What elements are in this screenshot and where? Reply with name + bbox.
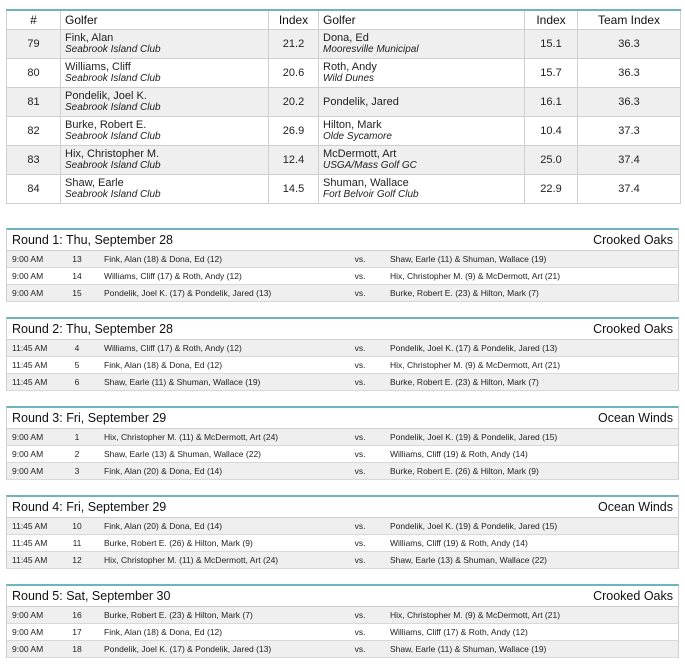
golfer-2-cell	[319, 30, 525, 59]
match-number: 12	[72, 555, 82, 565]
team-b: Burke, Robert E. (26) & Hilton, Mark (9)	[390, 466, 539, 476]
golfer-2-index: 15.7	[525, 59, 578, 88]
match-row	[6, 285, 679, 302]
team-b: Shaw, Earle (11) & Shuman, Wallace (19)	[390, 644, 547, 654]
match-number: 14	[72, 271, 82, 281]
header-team-index: Team Index	[578, 10, 681, 30]
team-index: 37.4	[578, 175, 681, 204]
round-title: Round 3: Fri, September 29	[12, 411, 167, 425]
golfer-2-cell	[319, 88, 525, 117]
match-row	[6, 340, 679, 357]
team-index: 36.3	[578, 59, 681, 88]
team-a: Pondelik, Joel K. (17) & Pondelik, Jared (13)	[104, 288, 272, 298]
team-number: 84	[7, 175, 61, 204]
versus-label: vs.	[354, 343, 366, 353]
tee-time: 9:00 AM	[12, 271, 44, 281]
round-course: Crooked Oaks	[593, 589, 673, 603]
tee-time: 9:00 AM	[12, 610, 44, 620]
team-b: Williams, Cliff (19) & Roth, Andy (14)	[390, 449, 528, 459]
tee-time: 11:45 AM	[12, 521, 48, 531]
round-title: Round 1: Thu, September 28	[12, 233, 173, 247]
team-row	[7, 88, 681, 117]
versus-label: vs.	[354, 466, 366, 476]
match-number: 2	[74, 449, 80, 459]
tee-time: 11:45 AM	[12, 360, 48, 370]
match-row	[6, 518, 679, 535]
team-a: Fink, Alan (20) & Dona, Ed (14)	[104, 521, 223, 531]
match-number: 15	[72, 288, 82, 298]
golfer-2-club: Wild Dunes	[323, 73, 375, 84]
team-b: Shaw, Earle (13) & Shuman, Wallace (22)	[390, 555, 548, 565]
team-a: Fink, Alan (18) & Dona, Ed (12)	[104, 360, 223, 370]
match-number: 6	[74, 377, 80, 387]
golfer-1-name: Hix, Christopher M.	[65, 148, 160, 160]
team-number: 82	[7, 117, 61, 146]
team-number: 81	[7, 88, 61, 117]
golfer-1-index: 20.6	[269, 59, 319, 88]
golfer-2-name: Hilton, Mark	[323, 119, 382, 131]
match-row	[6, 268, 679, 285]
golfer-1-club: Seabrook Island Club	[65, 131, 161, 142]
golfer-2-club: USGA/Mass Golf GC	[323, 160, 417, 171]
tee-time: 11:45 AM	[12, 555, 48, 565]
round-title: Round 5: Sat, September 30	[12, 589, 171, 603]
match-row	[6, 446, 679, 463]
golfer-2-index: 22.9	[525, 175, 578, 204]
golfer-1-club: Seabrook Island Club	[65, 102, 161, 113]
team-b: Shaw, Earle (11) & Shuman, Wallace (19)	[390, 254, 547, 264]
team-b: Burke, Robert E. (23) & Hilton, Mark (7)	[390, 377, 539, 387]
team-number: 83	[7, 146, 61, 175]
match-row	[6, 251, 679, 268]
team-a: Burke, Robert E. (26) & Hilton, Mark (9)	[104, 538, 253, 548]
versus-label: vs.	[354, 644, 366, 654]
round-section	[6, 495, 679, 569]
golfer-1-name: Shaw, Earle	[65, 177, 124, 189]
match-row	[6, 535, 679, 552]
match-number: 10	[72, 521, 82, 531]
golfer-2-name: McDermott, Art	[323, 148, 397, 160]
golfer-2-index: 16.1	[525, 88, 578, 117]
golfer-1-club: Seabrook Island Club	[65, 73, 161, 84]
versus-label: vs.	[354, 288, 366, 298]
golfer-2-index: 25.0	[525, 146, 578, 175]
header-number: #	[7, 10, 61, 30]
versus-label: vs.	[354, 627, 366, 637]
header-golfer-2: Golfer	[319, 10, 525, 30]
team-b: Williams, Cliff (19) & Roth, Andy (14)	[390, 538, 528, 548]
team-a: Shaw, Earle (11) & Shuman, Wallace (19)	[104, 377, 261, 387]
golfer-1-index: 12.4	[269, 146, 319, 175]
team-a: Hix, Christopher M. (11) & McDermott, Art (24)	[104, 432, 279, 442]
golfer-2-club: Olde Sycamore	[323, 131, 392, 142]
round-section	[6, 406, 679, 480]
versus-label: vs.	[354, 254, 366, 264]
team-a: Williams, Cliff (17) & Roth, Andy (12)	[104, 271, 242, 281]
team-b: Pondelik, Joel K. (19) & Pondelik, Jared (15)	[390, 432, 558, 442]
golfer-1-name: Fink, Alan	[65, 32, 114, 44]
match-row	[6, 357, 679, 374]
versus-label: vs.	[354, 432, 366, 442]
versus-label: vs.	[354, 360, 366, 370]
match-row	[6, 641, 679, 658]
team-row	[7, 146, 681, 175]
round-header	[6, 495, 679, 518]
golfer-1-cell	[61, 117, 269, 146]
match-number: 16	[72, 610, 82, 620]
golfer-2-name: Dona, Ed	[323, 32, 369, 44]
round-title: Round 4: Fri, September 29	[12, 500, 167, 514]
golfer-1-name: Burke, Robert E.	[65, 119, 147, 131]
golfer-2-cell	[319, 59, 525, 88]
match-number: 18	[72, 644, 82, 654]
team-b: Pondelik, Joel K. (19) & Pondelik, Jared (15)	[390, 521, 558, 531]
team-a: Hix, Christopher M. (11) & McDermott, Art (24)	[104, 555, 279, 565]
team-number: 79	[7, 30, 61, 59]
team-b: Hix, Christopher M. (9) & McDermott, Art (21)	[390, 271, 561, 281]
match-row	[6, 374, 679, 391]
tee-time: 9:00 AM	[12, 627, 44, 637]
golfer-2-cell	[319, 175, 525, 204]
versus-label: vs.	[354, 538, 366, 548]
golfer-1-name: Williams, Cliff	[65, 61, 131, 73]
team-a: Pondelik, Joel K. (17) & Pondelik, Jared (13)	[104, 644, 272, 654]
team-b: Williams, Cliff (17) & Roth, Andy (12)	[390, 627, 528, 637]
match-number: 11	[72, 538, 82, 548]
golfer-2-cell	[319, 146, 525, 175]
round-header	[6, 228, 679, 251]
round-course: Crooked Oaks	[593, 233, 673, 247]
versus-label: vs.	[354, 521, 366, 531]
versus-label: vs.	[354, 377, 366, 387]
match-row	[6, 624, 679, 641]
versus-label: vs.	[354, 555, 366, 565]
team-b: Hix, Christopher M. (9) & McDermott, Art (21)	[390, 610, 561, 620]
round-header	[6, 584, 679, 607]
round-header	[6, 317, 679, 340]
tee-time: 9:00 AM	[12, 466, 44, 476]
golfer-2-club: Mooresville Municipal	[323, 44, 419, 55]
round-section	[6, 584, 679, 658]
golfer-1-cell	[61, 88, 269, 117]
match-number: 3	[74, 466, 80, 476]
match-row	[6, 429, 679, 446]
round-section	[6, 317, 679, 391]
golfer-1-cell	[61, 175, 269, 204]
versus-label: vs.	[354, 271, 366, 281]
team-a: Fink, Alan (20) & Dona, Ed (14)	[104, 466, 223, 476]
tee-time: 9:00 AM	[12, 449, 44, 459]
golfer-1-club: Seabrook Island Club	[65, 160, 161, 171]
golfer-1-club: Seabrook Island Club	[65, 189, 161, 200]
team-b: Hix, Christopher M. (9) & McDermott, Art (21)	[390, 360, 561, 370]
header-index-2: Index	[525, 10, 578, 30]
team-index: 36.3	[578, 88, 681, 117]
golfer-1-index: 26.9	[269, 117, 319, 146]
team-index: 36.3	[578, 30, 681, 59]
golfer-1-index: 14.5	[269, 175, 319, 204]
round-title: Round 2: Thu, September 28	[12, 322, 173, 336]
round-course: Ocean Winds	[597, 500, 673, 514]
golfer-2-name: Shuman, Wallace	[323, 177, 409, 189]
golfer-1-cell	[61, 30, 269, 59]
versus-label: vs.	[354, 449, 366, 459]
team-a: Williams, Cliff (17) & Roth, Andy (12)	[104, 343, 242, 353]
team-row	[7, 59, 681, 88]
team-a: Fink, Alan (18) & Dona, Ed (12)	[104, 254, 223, 264]
golfer-2-index: 15.1	[525, 30, 578, 59]
round-course: Ocean Winds	[597, 411, 673, 425]
tee-time: 11:45 AM	[12, 343, 48, 353]
golfer-2-name: Roth, Andy	[323, 61, 377, 73]
header-golfer-1: Golfer	[61, 10, 269, 30]
team-number: 80	[7, 59, 61, 88]
tee-time: 11:45 AM	[12, 377, 48, 387]
round-header	[6, 406, 679, 429]
team-row	[7, 117, 681, 146]
match-number: 17	[72, 627, 82, 637]
golfer-1-index: 20.2	[269, 88, 319, 117]
match-number: 5	[74, 360, 80, 370]
golfer-2-cell	[319, 117, 525, 146]
golfer-2-name: Pondelik, Jared	[323, 96, 399, 108]
header-index-1: Index	[269, 10, 319, 30]
golfer-1-index: 21.2	[269, 30, 319, 59]
tee-time: 9:00 AM	[12, 254, 44, 264]
team-b: Pondelik, Joel K. (17) & Pondelik, Jared (13)	[390, 343, 558, 353]
team-table-header	[7, 10, 681, 30]
tee-time: 9:00 AM	[12, 644, 44, 654]
match-number: 13	[72, 254, 82, 264]
tee-time: 11:45 AM	[12, 538, 48, 548]
golfer-1-club: Seabrook Island Club	[65, 44, 161, 55]
match-row	[6, 607, 679, 624]
team-index: 37.3	[578, 117, 681, 146]
team-table	[6, 9, 681, 204]
team-row	[7, 30, 681, 59]
golfer-2-club: Fort Belvoir Golf Club	[323, 189, 419, 200]
round-course: Crooked Oaks	[593, 322, 673, 336]
golfer-1-cell	[61, 59, 269, 88]
team-b: Burke, Robert E. (23) & Hilton, Mark (7)	[390, 288, 539, 298]
team-a: Shaw, Earle (13) & Shuman, Wallace (22)	[104, 449, 262, 459]
match-row	[6, 463, 679, 480]
tee-time: 9:00 AM	[12, 432, 44, 442]
team-a: Fink, Alan (18) & Dona, Ed (12)	[104, 627, 223, 637]
team-table-container	[6, 9, 679, 204]
match-row	[6, 552, 679, 569]
match-number: 1	[74, 432, 80, 442]
golfer-1-cell	[61, 146, 269, 175]
tee-time: 9:00 AM	[12, 288, 44, 298]
team-index: 37.4	[578, 146, 681, 175]
match-number: 4	[74, 343, 80, 353]
versus-label: vs.	[354, 610, 366, 620]
golfer-1-name: Pondelik, Joel K.	[65, 90, 147, 102]
team-row	[7, 175, 681, 204]
round-section	[6, 228, 679, 302]
team-a: Burke, Robert E. (23) & Hilton, Mark (7)	[104, 610, 253, 620]
golfer-2-index: 10.4	[525, 117, 578, 146]
